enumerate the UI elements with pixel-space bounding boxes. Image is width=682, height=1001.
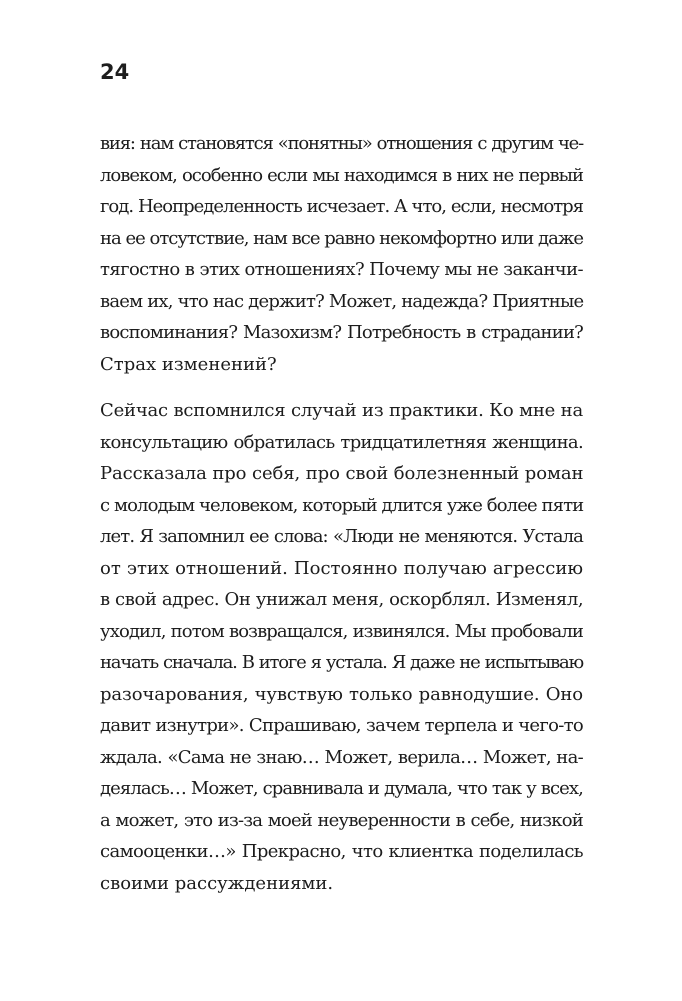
text-line: ждала. «Сама не знаю… Может, верила… Может, на-: [100, 746, 583, 768]
paragraph-2: [100, 395, 583, 899]
text-line: а может, это из-за моей неуверенности в себе, низкой: [100, 809, 583, 831]
text-line: год. Неопределенность исчезает. А что, если, несмотря: [100, 196, 583, 217]
text-line: начать сначала. В итоге я устала. Я даже не испытываю: [100, 652, 583, 673]
page-number: 24: [100, 60, 130, 84]
paragraph-1: [100, 128, 583, 380]
text-line: воспоминания? Мазохизм? Потребность в страдании?: [100, 322, 583, 343]
text-line: уходил, потом возвращался, извинялся. Мы пробовали: [100, 620, 583, 642]
text-line: деялась… Может, сравнивала и думала, что так у всех,: [100, 778, 583, 799]
text-line: в свой адрес. Он унижал меня, оскорблял. Изменял,: [100, 589, 584, 610]
text-line: своими рассуждениями.: [100, 872, 334, 894]
text-line: давит изнутри». Спрашиваю, зачем терпела и чего-то: [100, 715, 583, 736]
text-line: ловеком, особенно если мы находимся в них не первый: [100, 164, 583, 186]
text-line: от этих отношений. Постоянно получаю агрессию: [100, 557, 583, 579]
text-line: Страх изменений?: [100, 353, 277, 375]
text-line: на ее отсутствие, нам все равно некомфортно или даже: [100, 227, 584, 249]
text-line: с молодым человеком, который длится уже более пяти: [100, 494, 584, 516]
text-line: самооценки…» Прекрасно, что клиентка поделилась: [100, 841, 583, 862]
text-line: лет. Я запомнил ее слова: «Люди не меняются. Устала: [100, 526, 583, 547]
text-line: вия: нам становятся «понятны» отношения с другим че-: [100, 133, 583, 154]
text-line: Сейчас вспомнился случай из практики. Ко мне на: [100, 400, 583, 421]
text-line: Рассказала про себя, про свой болезненный роман: [100, 463, 584, 484]
text-line: ваем их, что нас держит? Может, надежда? Приятные: [100, 290, 584, 312]
text-line: разочарования, чувствую только равнодушие. Оно: [100, 683, 583, 705]
text-line: консультацию обратилась тридцатилетняя женщина.: [100, 431, 583, 453]
text-line: тягостно в этих отношениях? Почему мы не заканчи-: [100, 259, 583, 280]
